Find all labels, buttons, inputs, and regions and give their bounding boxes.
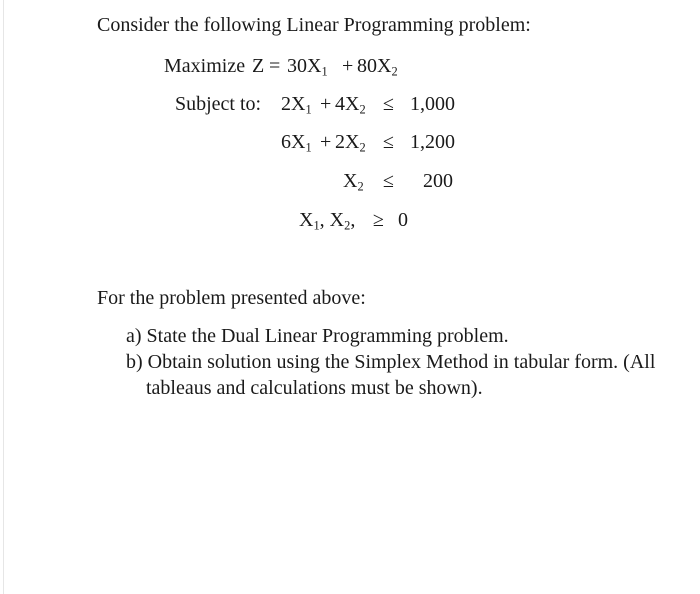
constraint-3-term-x2: $X_2$ [343,170,364,194]
intro-text: Consider the following Linear Programming problem: [97,14,531,36]
question-b-line-1: b) Obtain solution using the Simplex Method in tabular form. (All [126,351,656,373]
nonnegativity-relation: ≥ [373,209,384,231]
objective-term-x2: $80X_2$ [357,55,398,79]
constraint-1-term-x2: $4X_2$ [335,93,366,117]
objective-equals: = [269,55,281,77]
constraint-1-plus: + [320,93,332,115]
constraint-2-rhs: 1,200 [410,131,455,153]
objective-plus: + [342,55,354,77]
page-left-edge [3,0,4,594]
nonnegativity-rhs: 0 [398,209,408,231]
constraint-3-rhs: 200 [423,170,453,192]
subject-to-label: Subject to: [175,93,262,115]
constraint-2-relation: ≤ [383,131,394,153]
nonnegativity-constraint: $X_1$, $X_2$, [299,209,356,233]
question-a: a) State the Dual Linear Programming problem. [126,325,509,347]
constraint-2-term-x1: $6X_1$ [281,131,312,155]
question-b-line-2: tableaus and calculations must be shown). [146,377,483,399]
prompt-text: For the problem presented above: [97,287,366,309]
constraint-1-relation: ≤ [383,93,394,115]
constraint-1-rhs: 1,000 [410,93,455,115]
objective-z: Z [252,55,265,77]
constraint-2-plus: + [320,131,332,153]
constraint-2-term-x2: $2X_2$ [335,131,366,155]
constraint-3-relation: ≤ [383,170,394,192]
objective-term-x1: $30X_1$ [287,55,328,79]
constraint-1-term-x1: $2X_1$ [281,93,312,117]
objective-label: Maximize [164,55,246,77]
